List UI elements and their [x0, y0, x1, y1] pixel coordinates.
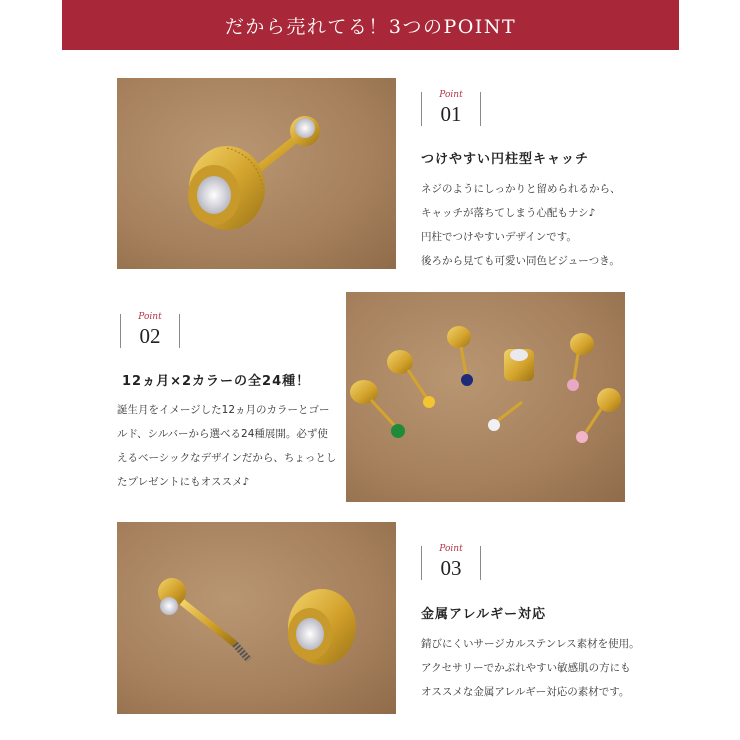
earrings-illustration: [346, 292, 625, 502]
point-script-label: Point: [138, 312, 162, 322]
point-number: 03: [440, 556, 462, 580]
banner-title: だから売れてる！3つのPOINT: [224, 15, 517, 38]
point-02-heading: 12ヵ月×2カラーの全24種！: [122, 374, 311, 389]
body-line: 錆びにくいサージカルステンレス素材を使用。: [421, 638, 640, 650]
body-line: オススメな金属アレルギー対応の素材です。: [421, 686, 630, 698]
color-variation-photo: [346, 292, 625, 502]
body-line: 後ろから見ても可愛い同色ビジューつき。: [421, 255, 620, 267]
body-line: たプレゼントにもオススメ♪: [117, 476, 250, 488]
body-line: アクセサリーでかぶれやすい敏感肌の方にも: [421, 662, 631, 674]
body-line: キャッチが落ちてしまう心配もナシ♪: [421, 207, 596, 219]
point-03-body: [421, 632, 640, 704]
header-banner: [62, 0, 679, 50]
point-script-label: Point: [439, 90, 463, 100]
catch-closeup-photo: [117, 78, 396, 269]
point-number: 01: [440, 102, 462, 126]
point-script-label: Point: [439, 544, 463, 554]
earring-illustration: [117, 78, 396, 269]
point-01-badge: [421, 90, 481, 126]
body-line: ルド、シルバーから選べる24種展開。必ず使: [117, 428, 328, 440]
post-and-catch-photo: [117, 522, 396, 714]
point-02-badge: [120, 312, 180, 348]
point-01-heading: つけやすい円柱型キャッチ: [421, 152, 590, 167]
point-01-body: [421, 177, 621, 273]
point-03-heading: 金属アレルギー対応: [421, 607, 547, 622]
body-line: 円柱でつけやすいデザインです。: [421, 231, 577, 243]
body-line: 誕生月をイメージした12ヵ月のカラーとゴー: [117, 404, 330, 416]
body-line: ネジのようにしっかりと留められるから、: [421, 183, 621, 195]
point-03-badge: [421, 544, 481, 580]
point-02-body: [117, 398, 336, 494]
point-number: 02: [139, 324, 161, 348]
body-line: えるベーシックなデザインだから、ちょっとし: [117, 452, 337, 464]
post-catch-illustration: [117, 522, 396, 714]
